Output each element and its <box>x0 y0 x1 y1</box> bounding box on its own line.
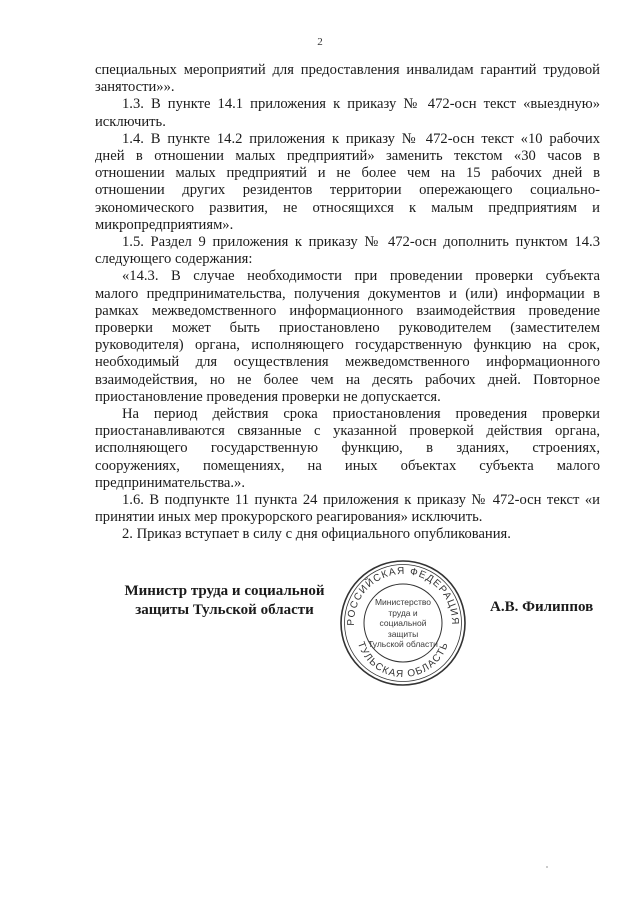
text-line: приостановление проведения проверки не допускается. <box>95 388 441 405</box>
text-line: приостанавливаются связанные с указанной проверкой действия органа, <box>95 423 600 440</box>
text-line: принятии иных мер прокурорского реагирования» исключить. <box>95 509 483 526</box>
text-line: 2. Приказ вступает в силу с дня официального опубликования. <box>122 526 511 543</box>
text-line: микропредприятиям». <box>95 216 234 233</box>
seal-ring-top-text: РОССИЙСКАЯ ФЕДЕРАЦИЯ <box>345 565 461 626</box>
signatory-position-line2: защиты Тульской области <box>135 602 314 618</box>
page-number: 2 <box>317 36 323 48</box>
scan-speck <box>546 866 548 868</box>
signatory-name: А.В. Филиппов <box>490 599 594 615</box>
text-line: специальных мероприятий для предоставления инвалидам гарантий трудовой <box>95 62 600 78</box>
text-line: исключить. <box>95 113 166 130</box>
seal-ring-bottom-text: ТУЛЬСКАЯ ОБЛАСТЬ <box>354 640 452 681</box>
text-line: 1.6. В подпункте 11 пункта 24 приложения к приказу № 472-осн текст «и <box>122 492 600 509</box>
seal-center-line: Министерство <box>374 597 432 607</box>
signatory-position <box>117 582 332 620</box>
seal-center-line: Тульской области <box>368 639 438 649</box>
text-line: сооружениях, помещениях, на иных объектах субъекта малого <box>95 457 600 474</box>
document-body <box>95 62 600 544</box>
text-line: 1.3. В пункте 14.1 приложения к приказу № 472-осн текст «выездную» <box>122 96 600 113</box>
text-line: рамках межведомственного информационного взаимодействия проведение <box>95 302 600 319</box>
seal-center-line: социальной защиты <box>379 618 427 639</box>
text-line: необходимый для осуществления межведомственного информационного <box>95 354 600 371</box>
text-line: 1.4. В пункте 14.2 приложения к приказу № 472-осн текст «10 рабочих <box>122 130 600 147</box>
text-line: малого предпринимательства, получения документов и (или) информации в <box>95 285 600 302</box>
text-line: занятости»». <box>95 79 175 96</box>
seal-center-text <box>365 597 441 650</box>
text-line: экономического развития, не относящихся к малым предприятиям и <box>95 199 600 216</box>
text-line: взаимодействия, но не более чем на десять рабочих дней. Повторное <box>95 371 600 388</box>
signatory-position-line1: Министр труда и социальной <box>124 583 325 599</box>
text-line: исполняющего государственную функцию, в зданиях, строениях, <box>95 440 600 457</box>
text-line: проверки может быть приостановлено руководителем (заместителем <box>95 320 600 337</box>
text-line: На период действия срока приостановления проведения проверки <box>122 406 600 423</box>
text-line: руководителя) органа, исполняющего государственную функцию на срок, <box>95 337 600 354</box>
text-line: «14.3. В случае необходимости при проведении проверки субъекта <box>122 268 600 285</box>
seal-center-line: труда и <box>388 607 418 618</box>
text-line: дней в отношении малых предприятий» заменить текстом «30 часов в <box>95 148 600 165</box>
text-line: следующего содержания: <box>95 251 253 268</box>
text-line: отношении других резидентов территории опережающего социально- <box>95 182 600 199</box>
text-line: 1.5. Раздел 9 приложения к приказу № 472-осн дополнить пунктом 14.3 <box>122 234 600 251</box>
text-line: отношении малых предприятий и не более чем на 15 рабочих дней в <box>95 165 600 182</box>
text-line: предпринимательства.». <box>95 474 246 491</box>
